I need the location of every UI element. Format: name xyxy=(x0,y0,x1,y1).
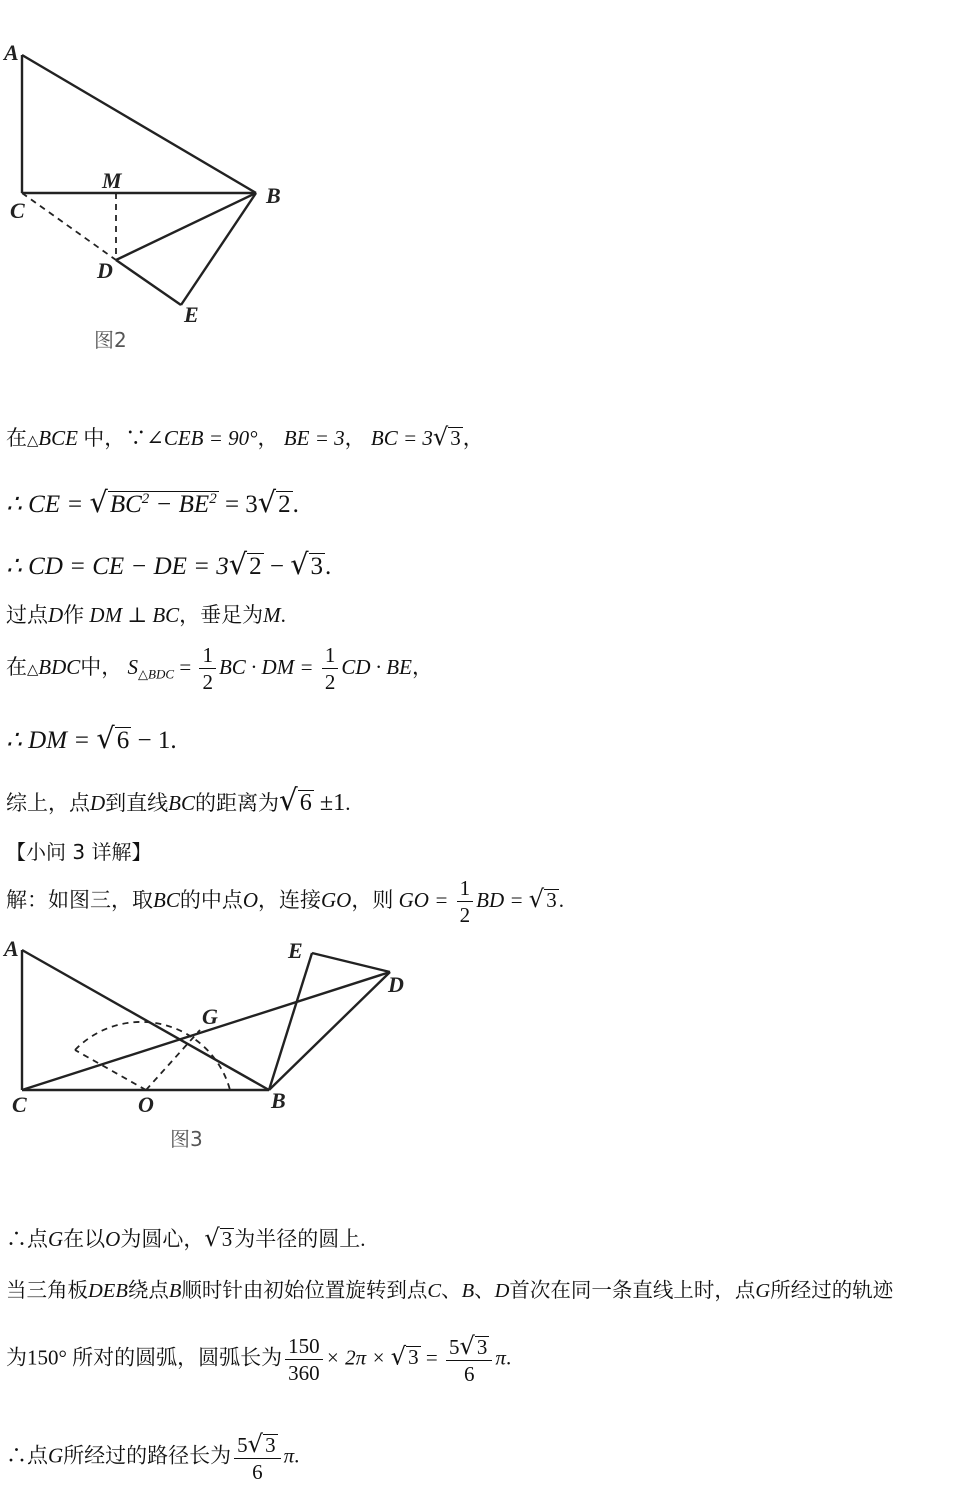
segment-ED3 xyxy=(312,953,390,972)
l9-p4: ，则 xyxy=(351,887,394,912)
l11-b2: B xyxy=(461,1280,475,1302)
l11-p3: 顺时针由初始位置旋转到点 xyxy=(181,1280,428,1302)
l13-frac xyxy=(234,1432,280,1483)
l9-p1: 解：如图三，取 xyxy=(6,887,153,912)
l12-mid: × 2π × xyxy=(325,1345,391,1370)
l3-r2: 2 xyxy=(249,553,262,580)
l2-root xyxy=(108,491,219,517)
sqrt-icon: √ xyxy=(390,1342,407,1371)
l6-end: . xyxy=(170,727,177,754)
line-11 xyxy=(6,1281,893,1302)
l1-bce: BCE xyxy=(38,426,78,450)
l5-eq1: = xyxy=(174,654,197,679)
l12-pi: π xyxy=(495,1345,506,1370)
l4-dm: DM ⊥ BC xyxy=(89,603,180,627)
l10-o: O xyxy=(105,1227,121,1251)
l11-p2: 绕点 xyxy=(127,1280,169,1302)
label-O3: O xyxy=(138,1092,154,1117)
sqrt-icon: √ xyxy=(204,1224,220,1252)
l12-fd: 360 xyxy=(288,1360,320,1385)
l13-p2: 所经过的路径长为 xyxy=(63,1443,232,1468)
l5-f1d: 2 xyxy=(202,670,213,694)
l9-bc: BC xyxy=(153,887,180,912)
l12-r3: 3 xyxy=(408,1345,419,1370)
line-1 xyxy=(6,425,484,449)
l1-tri: △ xyxy=(27,433,39,449)
sqrt-icon: √ xyxy=(89,485,108,519)
label-D3: D xyxy=(388,972,404,997)
l1-bc: BC = 3 xyxy=(370,426,433,450)
l1-p2: 中，∵ xyxy=(83,426,147,450)
l5-mid: BC · DM = xyxy=(218,654,319,679)
l12-eq: = xyxy=(420,1345,444,1370)
l2-sq1: 2 xyxy=(141,491,150,507)
l9-frac xyxy=(457,878,474,926)
l2-sq2: 2 xyxy=(209,491,217,507)
sqrt-icon: √ xyxy=(228,547,248,581)
l11-d: D xyxy=(494,1280,510,1302)
l1-p4: ， xyxy=(344,426,366,450)
l13-p1: ∴点 xyxy=(6,1443,48,1468)
l4-end: . xyxy=(280,603,286,627)
l13-fn xyxy=(234,1432,280,1459)
l10-p3: 为圆心， xyxy=(120,1227,205,1251)
line-2 xyxy=(6,485,299,519)
l2-rad: BC xyxy=(109,491,142,518)
l12-frac-2 xyxy=(446,1334,492,1385)
l5-bdc: BDC xyxy=(38,654,81,679)
l11-g: G xyxy=(755,1280,771,1302)
l12-frac-1 xyxy=(285,1333,323,1385)
l10-p1: ∴点 xyxy=(6,1227,48,1251)
l9-p2: 的中点 xyxy=(179,887,243,912)
sqrt-icon: √ xyxy=(459,1332,475,1360)
label-A: A xyxy=(4,40,19,65)
l6-r6: 6 xyxy=(116,727,130,754)
l5-end: ， xyxy=(411,654,433,679)
l7-d: D xyxy=(90,791,106,815)
l9-go: GO xyxy=(321,887,352,912)
l11-c: C xyxy=(427,1280,442,1302)
label-C3: C xyxy=(12,1092,27,1117)
l3-end: . xyxy=(325,553,332,580)
label-E: E xyxy=(184,302,199,327)
l1-be: BE = 3 xyxy=(283,426,345,450)
segment-DE xyxy=(116,260,181,305)
sqrt-icon: √ xyxy=(528,884,545,913)
l5-p1: 在 xyxy=(6,654,27,679)
l1-angle: ∠CEB = 90° xyxy=(146,426,258,450)
l9-p3: ，连接 xyxy=(258,887,322,912)
l10-p4: 为半径的圆上. xyxy=(234,1227,366,1251)
sqrt-icon: √ xyxy=(279,783,298,817)
l11-deb: DEB xyxy=(88,1280,128,1302)
label-B3: B xyxy=(271,1088,286,1113)
line-12 xyxy=(6,1334,511,1385)
l2-end: . xyxy=(292,491,299,518)
l13-g: G xyxy=(48,1443,64,1468)
l13-fn-r: 3 xyxy=(265,1433,276,1457)
l5-tail: CD · BE xyxy=(341,654,412,679)
segment-CD3 xyxy=(22,972,390,1090)
l6-lhs: ∴ DM = xyxy=(6,727,97,754)
l7-tail: ±1 xyxy=(313,789,346,816)
l3-r3: 3 xyxy=(310,553,324,580)
l7-end: . xyxy=(345,791,351,815)
label-E3: E xyxy=(288,938,303,963)
line-13 xyxy=(6,1432,299,1483)
l7-r6: 6 xyxy=(299,789,312,816)
line-8-section-header xyxy=(6,842,151,862)
l9-go2: GO = xyxy=(398,887,454,912)
l11-p1: 当三角板 xyxy=(6,1280,88,1302)
l9-bd: BD = xyxy=(476,887,529,912)
l9-fn: 1 xyxy=(457,878,474,902)
line-7 xyxy=(6,783,351,817)
l10-g: G xyxy=(48,1227,64,1251)
l2-eq: = 3 xyxy=(218,491,258,518)
segment-AB3 xyxy=(22,950,269,1090)
l9-fd: 2 xyxy=(459,903,471,927)
l5-f2d: 2 xyxy=(324,670,336,694)
l5-p2: 中， xyxy=(80,654,123,679)
l5-f2n: 1 xyxy=(322,645,339,669)
l12-f2n-a: 5 xyxy=(449,1335,460,1359)
l10-p2: 在以 xyxy=(63,1227,106,1251)
line-10 xyxy=(6,1226,365,1250)
l5-frac-1 xyxy=(199,645,216,693)
sqrt-icon: √ xyxy=(247,1430,264,1458)
sqrt-icon: √ xyxy=(96,721,115,755)
segment-OG2-dashed xyxy=(146,1030,200,1090)
l5-ssub: △BDC xyxy=(138,666,175,682)
l9-end: . xyxy=(558,887,564,912)
line-6 xyxy=(6,721,177,755)
label-C: C xyxy=(10,198,25,223)
l12-f2n xyxy=(446,1334,492,1361)
l1-p5: ， xyxy=(462,426,484,450)
l11-p4: 、 xyxy=(441,1280,462,1302)
l1-p1: 在 xyxy=(6,426,27,450)
l9-o: O xyxy=(242,887,259,912)
l4-p2: 作 xyxy=(63,603,85,627)
l1-p3: ， xyxy=(257,426,279,450)
figure-2-lines xyxy=(22,55,256,305)
l12-f2d: 6 xyxy=(463,1362,475,1387)
l7-p2: 到直线 xyxy=(105,791,169,815)
sqrt-icon: √ xyxy=(290,547,309,581)
l11-p6: 首次在同一条直线上时，点 xyxy=(509,1280,756,1302)
label-M: M xyxy=(102,168,122,193)
figure-3-caption: 图3 xyxy=(170,1127,203,1151)
l10-r3: 3 xyxy=(221,1227,233,1251)
l3-lhs: ∴ CD = CE − DE = 3 xyxy=(6,553,229,580)
l5-s: S xyxy=(127,654,139,679)
l7-bc: BC xyxy=(168,791,196,815)
l11-b: B xyxy=(168,1280,182,1302)
segment-CD-dashed xyxy=(22,193,116,260)
sqrt-icon: √ xyxy=(432,423,449,451)
l5-f1n: 1 xyxy=(199,645,216,669)
l2-mid: − BE xyxy=(149,491,210,518)
l6-tail: − 1 xyxy=(131,727,171,754)
l12-p1: 为150° 所对的圆弧，圆弧长为 xyxy=(6,1345,283,1370)
l5-tri: △ xyxy=(27,661,39,678)
l13-fd: 6 xyxy=(252,1460,263,1485)
label-G3: G xyxy=(202,1004,218,1029)
segment-AB xyxy=(22,55,256,193)
l13-fn-a: 5 xyxy=(237,1433,248,1457)
l12-f2n-r: 3 xyxy=(476,1335,488,1359)
l11-p7: 所经过的轨迹 xyxy=(770,1280,894,1302)
line-9 xyxy=(6,878,564,926)
label-A3: A xyxy=(4,936,19,961)
l4-p3: ，垂足为 xyxy=(179,603,264,627)
l3-minus: − xyxy=(263,553,291,580)
label-B: B xyxy=(266,183,281,208)
l5-frac-2 xyxy=(322,645,339,693)
l13-pi: π xyxy=(283,1443,295,1468)
label-D: D xyxy=(97,258,113,283)
sqrt-icon: √ xyxy=(257,485,277,519)
l11-p5: 、 xyxy=(474,1280,495,1302)
l7-p3: 的距离为 xyxy=(195,791,280,815)
l2-r2: 2 xyxy=(278,491,291,518)
l2-lhs: ∴ CE = xyxy=(6,491,84,518)
l8-text: 【小问 3 详解】 xyxy=(6,840,152,864)
l4-d: D xyxy=(48,603,64,627)
l12-end: . xyxy=(505,1345,512,1370)
l7-p1: 综上，点 xyxy=(6,791,90,815)
l9-r3: 3 xyxy=(546,887,557,912)
l4-p1: 过点 xyxy=(6,603,48,627)
l13-end: . xyxy=(294,1443,300,1468)
l4-m: M xyxy=(263,603,281,627)
line-5 xyxy=(6,645,433,693)
figure-2-caption: 图2 xyxy=(94,328,127,352)
line-3 xyxy=(6,547,332,581)
line-4 xyxy=(6,605,286,626)
l1-root: 3 xyxy=(450,426,461,450)
l12-fn: 150 xyxy=(285,1336,323,1360)
